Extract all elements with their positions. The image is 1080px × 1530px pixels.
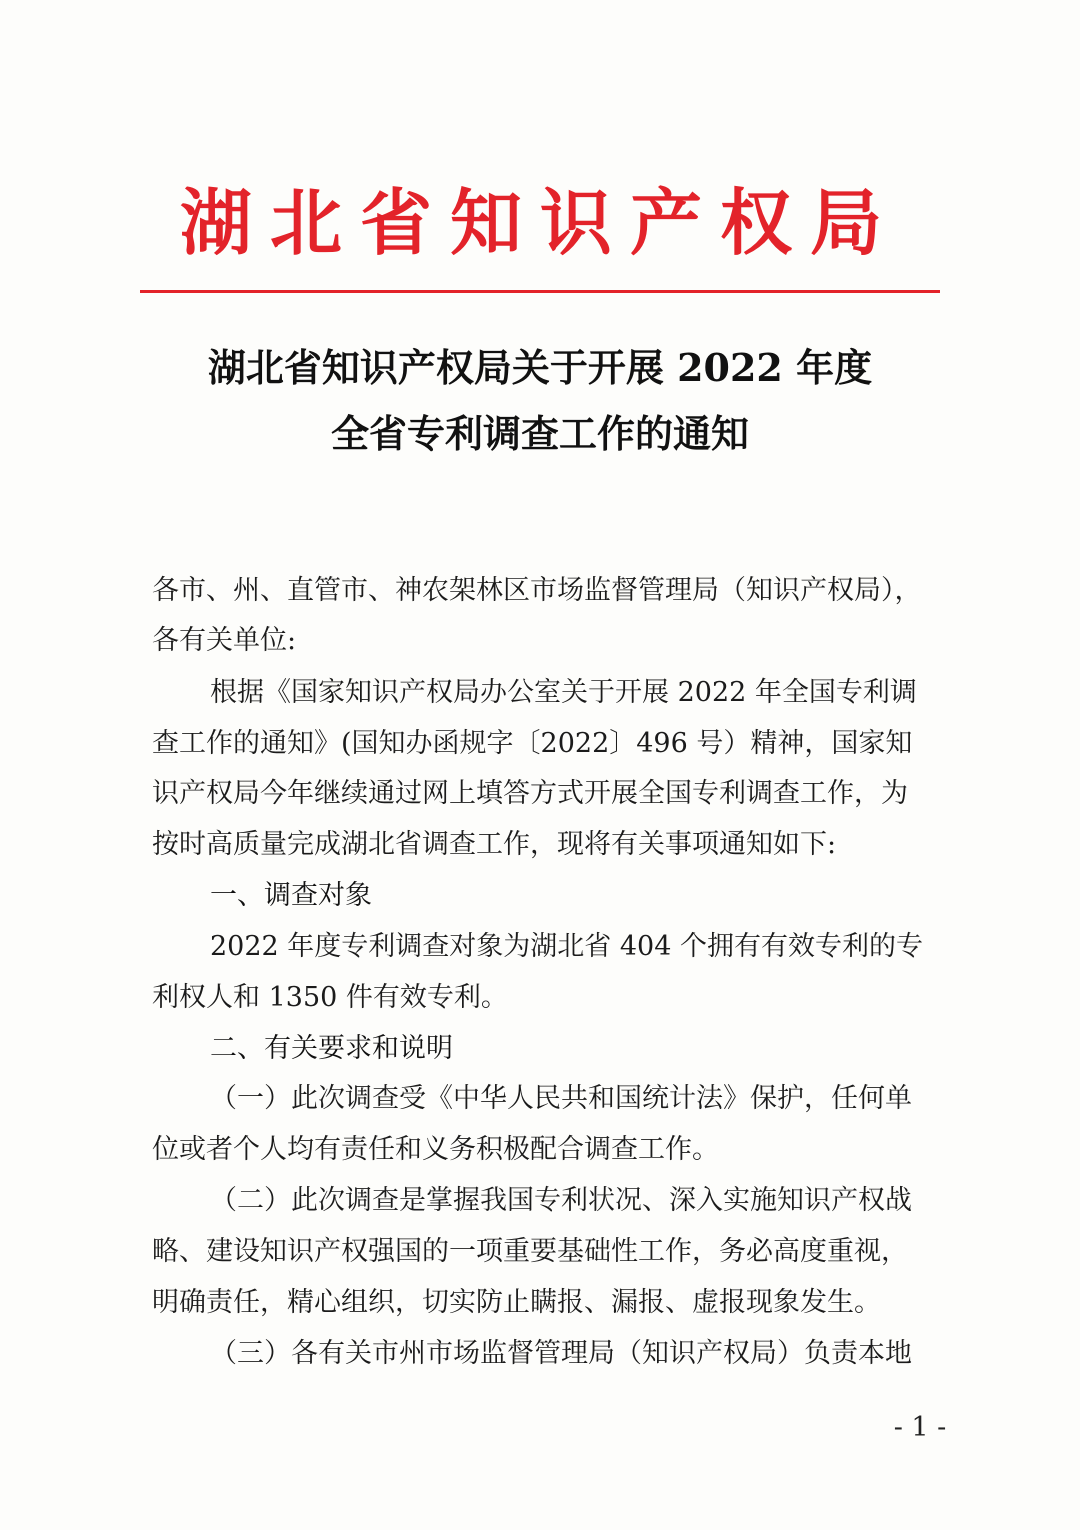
paragraph-5-line-1: （三）各有关市州市场监督管理局（知识产权局）负责本地 xyxy=(210,1338,912,1369)
paragraph-2-line-1: 2022 年度专利调查对象为湖北省 404 个拥有有效专利的专 xyxy=(210,931,923,962)
document-title-line-1: 湖北省知识产权局关于开展 2022 年度 xyxy=(207,345,873,390)
paragraph-4-line-2: 略、建设知识产权强国的一项重要基础性工作，务必高度重视， xyxy=(152,1236,908,1267)
addressee-line-1: 各市、州、直管市、神农架林区市场监督管理局（知识产权局）， xyxy=(152,575,922,606)
paragraph-1-line-4: 按时高质量完成湖北省调查工作，现将有关事项通知如下: xyxy=(152,829,837,860)
paragraph-3-line-1: （一）此次调查受《中华人民共和国统计法》保护，任何单 xyxy=(210,1083,912,1114)
paragraph-1-line-3: 识产权局今年继续通过网上填答方式开展全国专利调查工作，为 xyxy=(152,778,908,809)
paragraph-4-line-3: 明确责任，精心组织，切实防止瞒报、漏报、虚报现象发生。 xyxy=(152,1287,881,1318)
paragraph-3-line-2: 位或者个人均有责任和义务积极配合调查工作。 xyxy=(152,1134,719,1165)
paragraph-1-line-2: 查工作的通知》(国知办函规字〔2022〕496 号）精神，国家知 xyxy=(152,728,913,759)
document-title-line-2: 全省专利调查工作的通知 xyxy=(330,411,749,456)
addressee-line-2: 各有关单位: xyxy=(152,625,297,656)
issuer-masthead: 湖北省知识产权局 xyxy=(179,181,900,265)
page-number: - 1 - xyxy=(893,1412,947,1443)
red-separator-line xyxy=(140,290,940,293)
paragraph-4-line-1: （二）此次调查是掌握我国专利状况、深入实施知识产权战 xyxy=(210,1185,912,1216)
paragraph-1-line-1: 根据《国家知识产权局办公室关于开展 2022 年全国专利调 xyxy=(210,677,917,708)
section-heading-2: 二、有关要求和说明 xyxy=(210,1033,453,1064)
section-heading-1: 一、调查对象 xyxy=(210,880,372,911)
paragraph-2-line-2: 利权人和 1350 件有效专利。 xyxy=(152,982,508,1013)
